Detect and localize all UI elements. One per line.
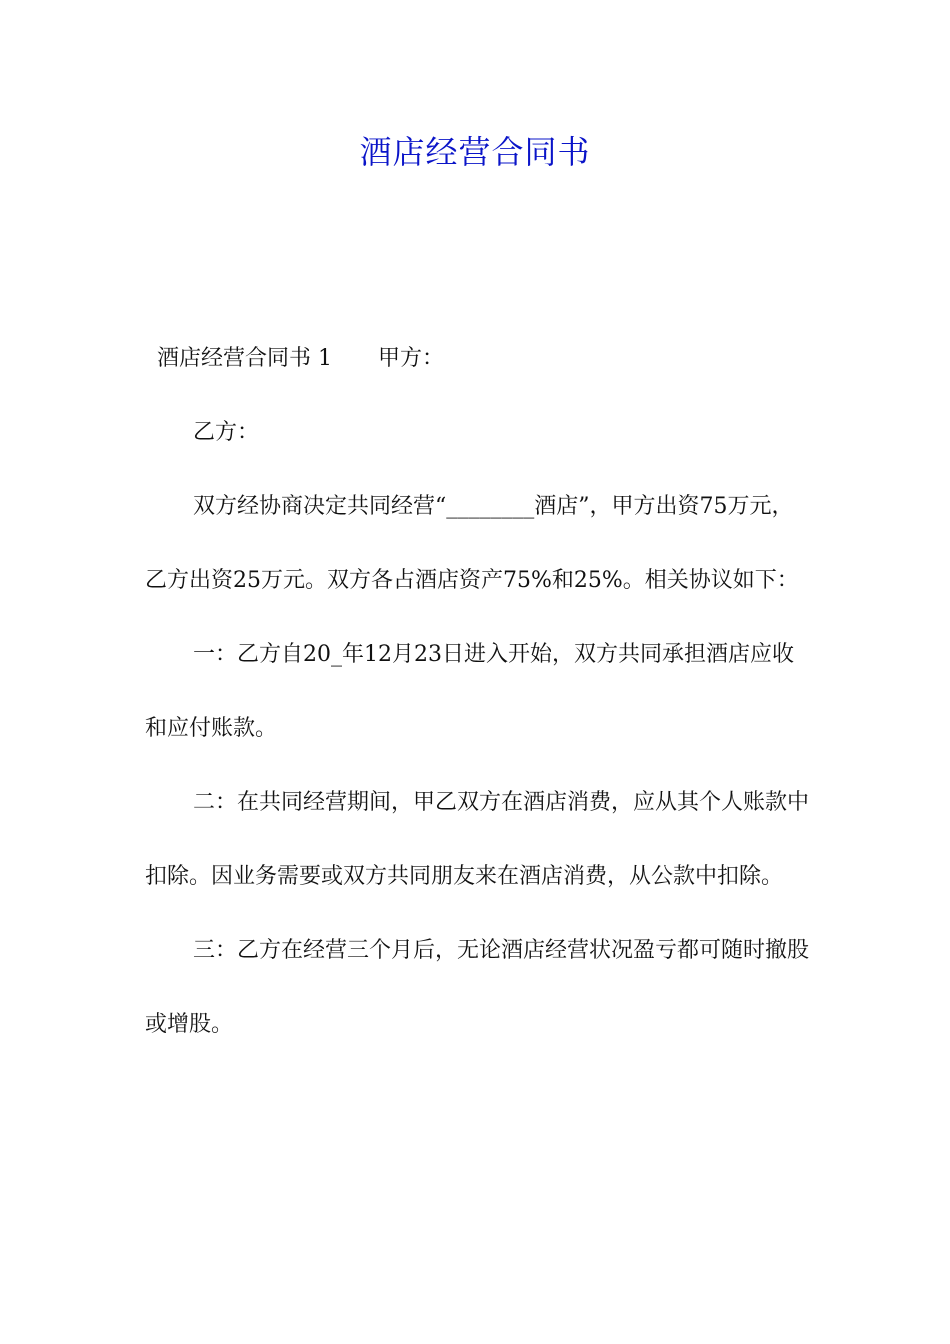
party-b-label: 乙方： (193, 420, 260, 445)
party-a-label: 甲方： (378, 346, 445, 371)
clause-three: 三：乙方在经营三个月后，无论酒店经营状况盈亏都可随时撤股或增股。 (145, 938, 810, 1037)
heading-line-left: 酒店经营合同书 1 (157, 346, 332, 371)
clause-one: 一：乙方自20_年12月23日进入开始，双方共同承担酒店应收和应付账款。 (145, 642, 794, 741)
document-title: 酒店经营合同书 (359, 133, 591, 171)
heading-line (145, 322, 810, 396)
paragraph-intro: 双方经协商决定共同经营“________酒店”，甲方出资75万元，乙方出资25万元。双方各占酒店资产75%和25%。相关协议如下： (145, 494, 799, 593)
document-body (145, 322, 810, 1062)
clause-two: 二：在共同经营期间，甲乙双方在酒店消费，应从其个人账款中扣除。因业务需要或双方共同朋友来在酒店消费，从公款中扣除。 (145, 790, 810, 889)
